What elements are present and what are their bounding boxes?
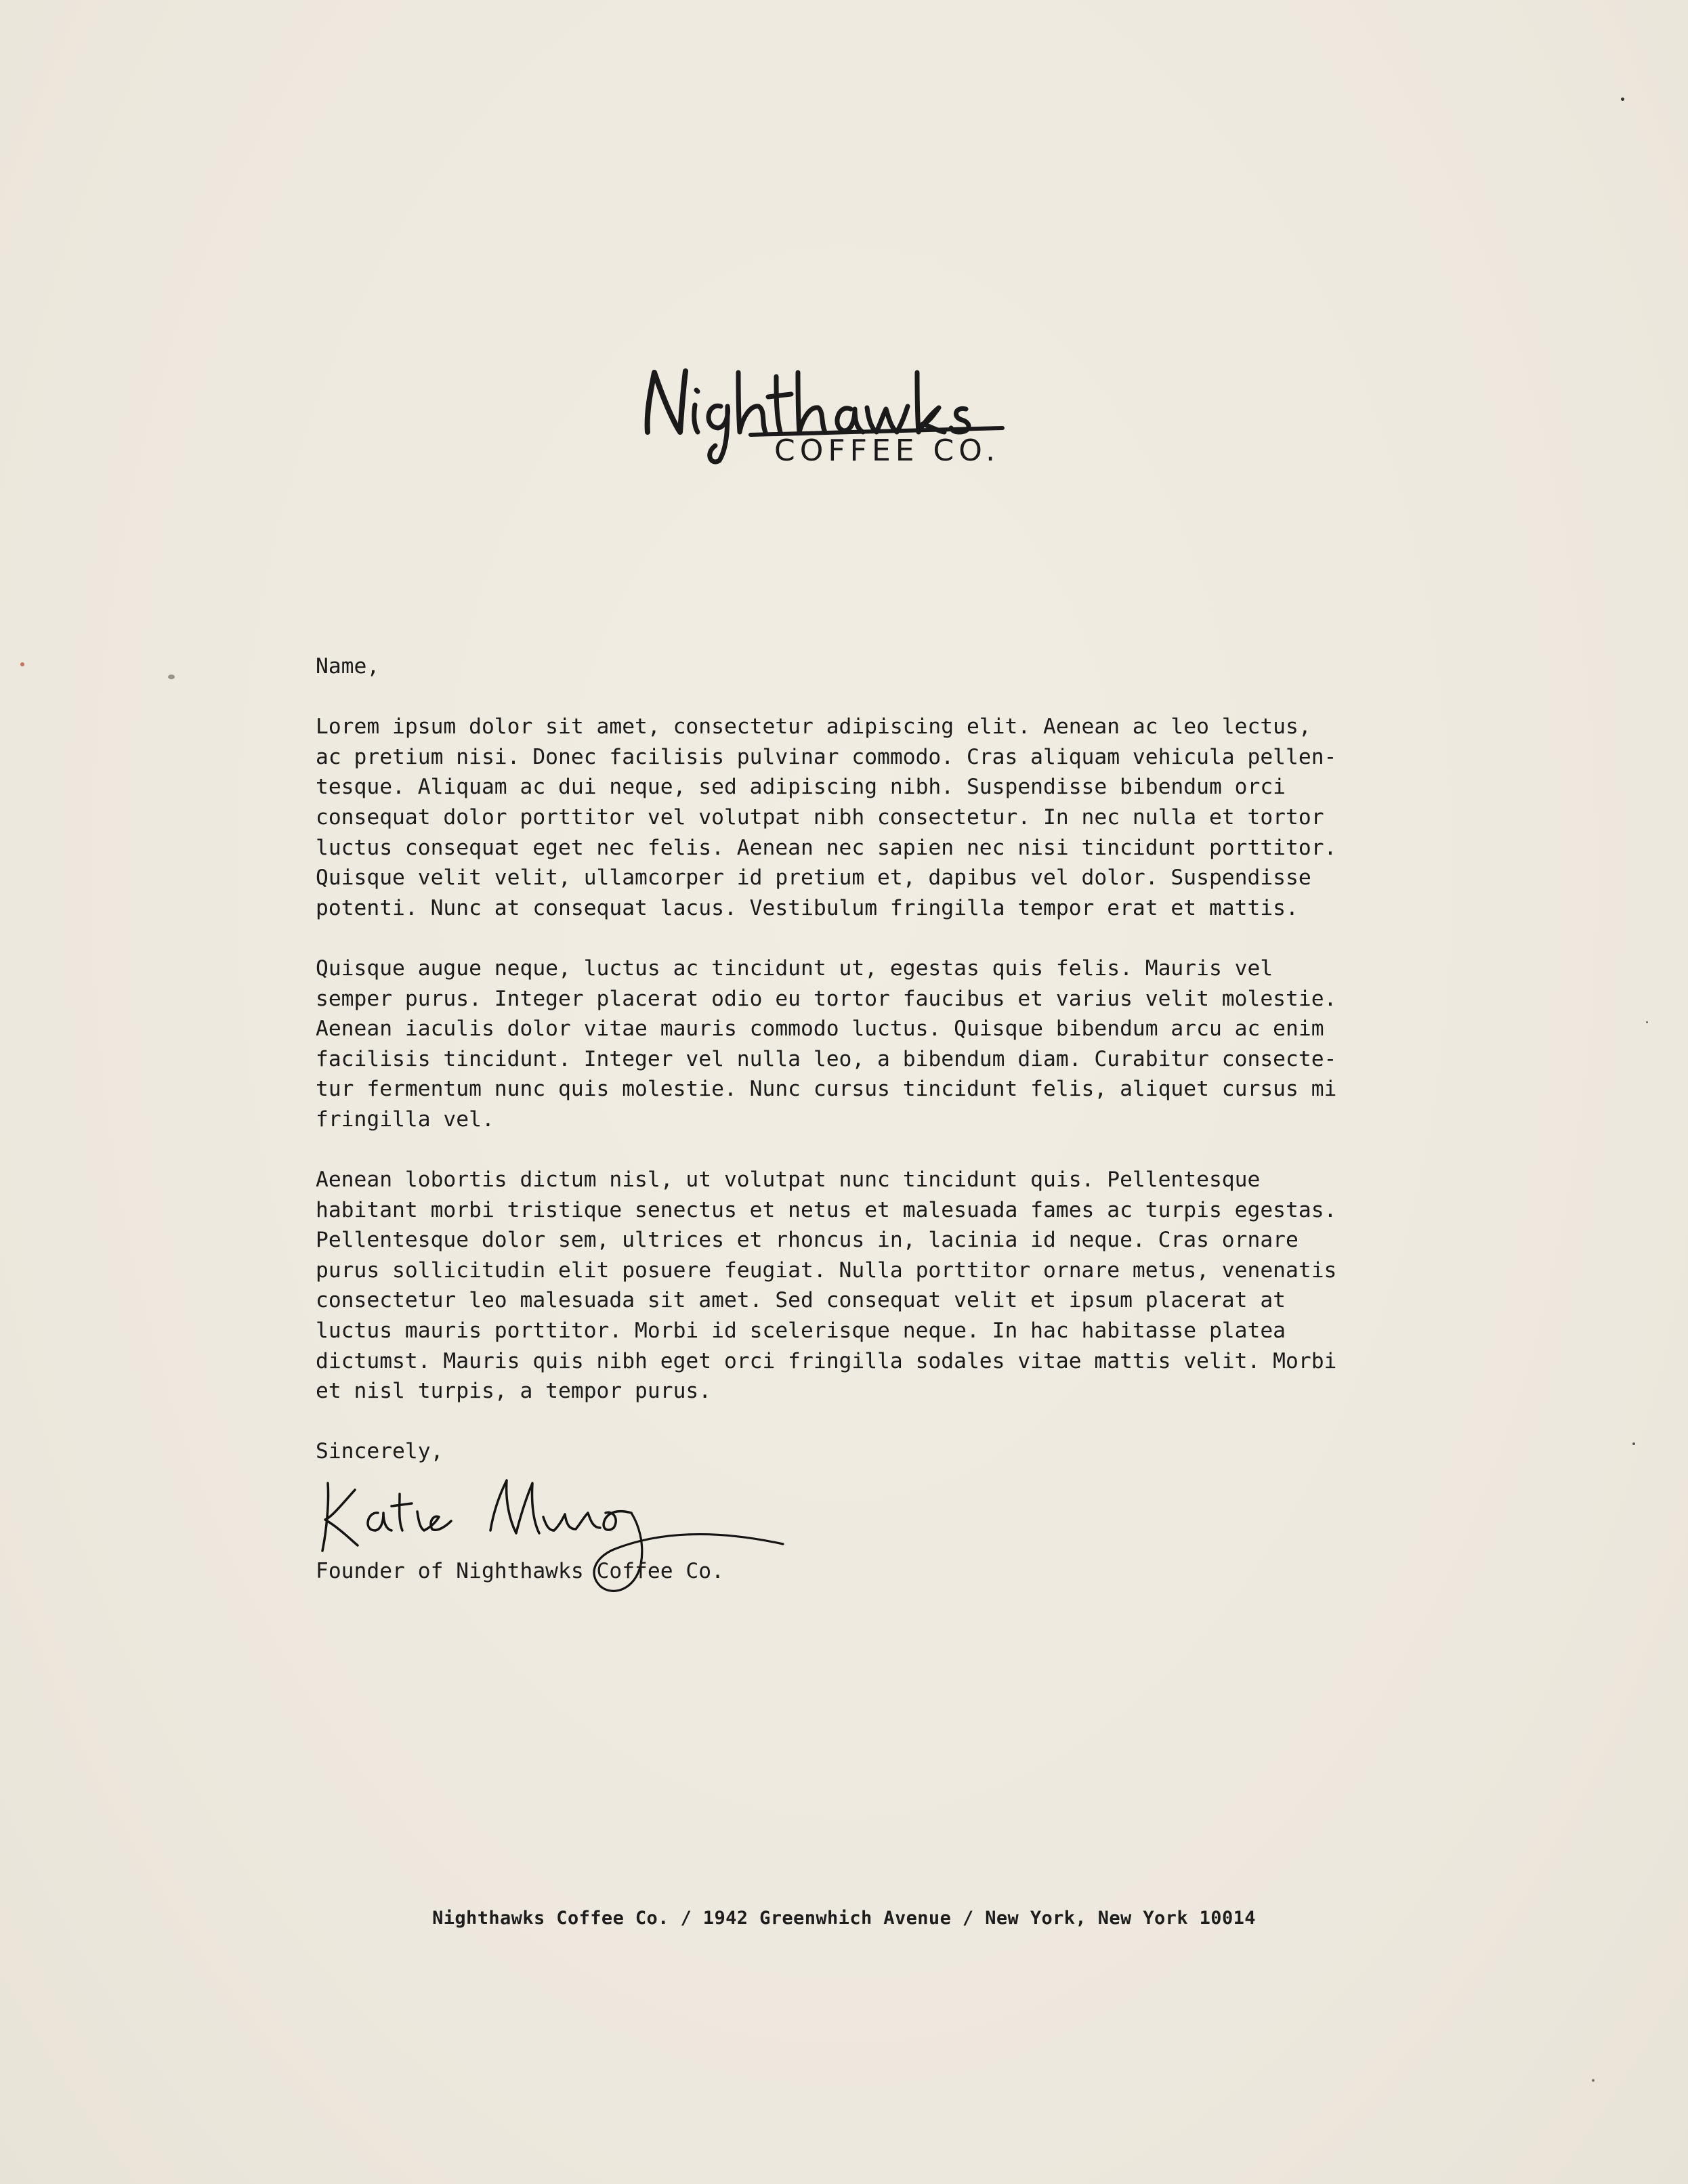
logo-subtitle: COFFEE CO. [774, 433, 1000, 468]
paper-speck [20, 662, 24, 666]
paragraph-2: Quisque augue neque, luctus ac tincidunt ut, egestas quis felis. Mauris vel semper purus. Integer placerat odio eu tortor faucibus et varius velit molestie. Aenean iaculis dolor vitae mauris commodo luctus. Quisque bibendum arcu ac enim facilisis tincidunt. Integer vel nulla leo, a bibendum diam. Curabitur consecte- tur fermentum nunc quis molestie. Nunc cursus tincidunt felis, aliquet cursus mi fringilla vel. [316, 956, 1337, 1132]
signoff-title: Founder of Nighthawks Coffee Co. [316, 1559, 724, 1583]
paragraph-1: Lorem ipsum dolor sit amet, consectetur adipiscing elit. Aenean ac leo lectus, ac pretium nisi. Donec facilisis pulvinar commodo. Cras aliquam vehicula pellen- tesque. Aliquam ac dui neque, sed adipiscing nibh. Suspendisse bibendum orci consequat dolor porttitor vel volutpat nibh consectetur. In nec nulla et tortor luctus consequat eget nec felis. Aenean nec sapien nec nisi tincidunt porttitor. Quisque velit velit, ullamcorper id pretium et, dapibus vel dolor. Suspendisse potenti. Nunc at consequat lacus. Vestibulum fringilla tempor erat et mattis. [316, 714, 1337, 920]
paper-speck [1592, 2079, 1595, 2082]
paper-speck [1632, 1442, 1635, 1445]
closing: Sincerely, [316, 1439, 444, 1464]
paper-speck [1646, 1021, 1648, 1023]
footer-address: Nighthawks Coffee Co. / 1942 Greenwhich Avenue / New York, New York 10014 [432, 1908, 1256, 1929]
salutation: Name, [316, 654, 380, 679]
letter-body [316, 651, 1386, 1467]
signoff-block [316, 1556, 724, 1587]
paragraph-3: Aenean lobortis dictum nisl, ut volutpat nunc tincidunt quis. Pellentesque habitant morbi tristique senectus et netus et malesuada fames ac turpis egestas. Pellentesque dolor sem, ultrices et rhoncus in, lacinia id neque. Cras ornare purus sollicitudin elit posuere feugiat. Nulla porttitor ornare metus, venenatis consectetur leo malesuada sit amet. Sed consequat velit et ipsum placerat at luctus mauris porttitor. Morbi id scelerisque neque. In hac habitasse platea dictumst. Mauris quis nibh eget orci fringilla sodales vitae mattis velit. Morbi et nisl turpis, a tempor purus. [316, 1168, 1337, 1404]
paper-speck [168, 675, 175, 679]
paper-speck [1621, 98, 1624, 101]
